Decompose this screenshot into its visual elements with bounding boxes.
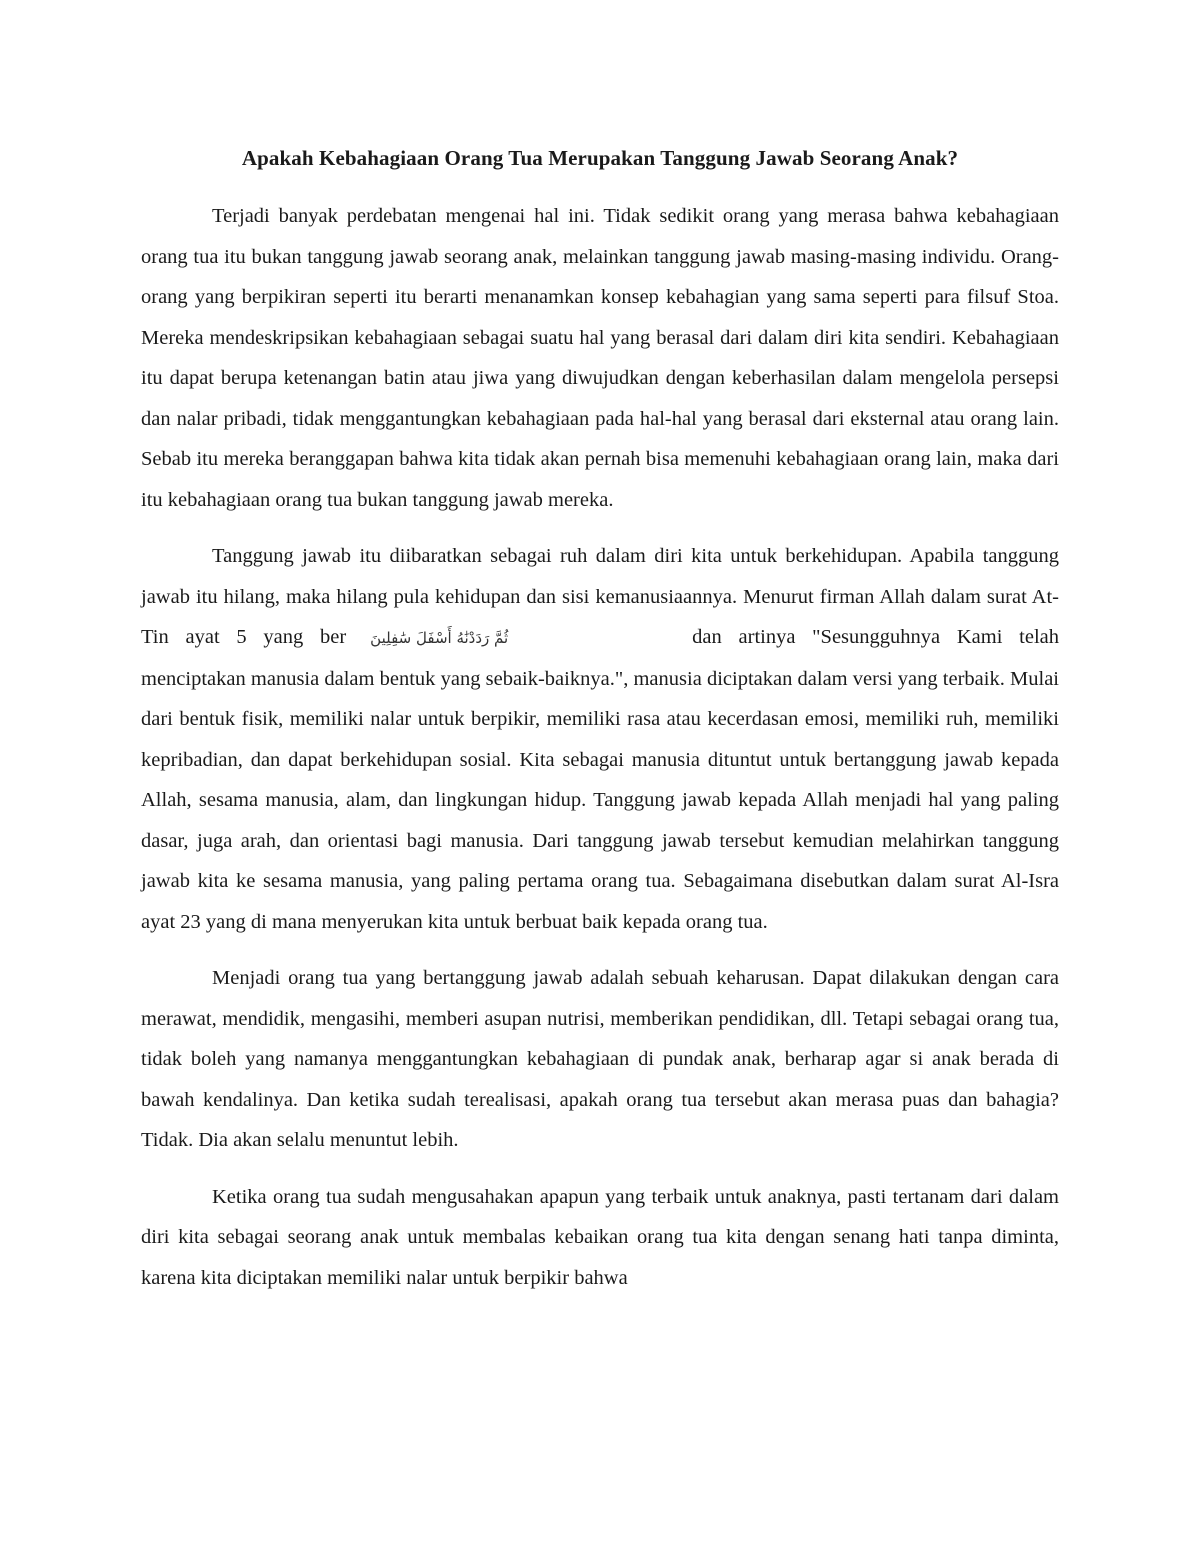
paragraph-2 bbox=[141, 536, 1059, 942]
paragraph-2-text-before: Tanggung jawab itu diibaratkan sebagai ruh dalam diri kita untuk berkehidupan. Apabila tanggung jawab itu hilang, maka hilang pula kehidupan dan sisi kemanusiaannya. Menurut firman Allah dalam surat At-Tin ayat 5 yang ber bbox=[141, 545, 1059, 648]
paragraph-4: Ketika orang tua sudah mengusahakan apapun yang terbaik untuk anaknya, pasti tertanam dari dalam diri kita sebagai seorang anak untuk membalas kebaikan orang tua kita dengan senang hati tanpa diminta, karena kita diciptakan memiliki nalar untuk berpikir bahwa bbox=[141, 1185, 1059, 1289]
arabic-verse: ثُمَّ رَدَدْنَٰهُ أَسْفَلَ سَٰفِلِينَ bbox=[370, 629, 509, 647]
paragraph-2-text-after: dan artinya "Sesungguhnya Kami telah menciptakan manusia dalam bentuk yang sebaik-baiknya.", manusia diciptakan dalam versi yang terbaik. Mulai dari bentuk fisik, memiliki nalar untuk berpikir, memiliki rasa atau kecerdasan emosi, memiliki ruh, memiliki kepribadian, dan dapat berkehidupan sosial. Kita sebagai manusia dituntut untuk bertanggung jawab kepada Allah, sesama manusia, alam, dan lingkungan hidup. Tanggung jawab kepada Allah menjadi hal yang paling dasar, juga arah, dan orientasi bagi manusia. Dari tanggung jawab tersebut kemudian melahirkan tanggung jawab kita ke sesama manusia, yang paling pertama orang tua. Sebagaimana disebutkan dalam surat Al-Isra ayat 23 yang di mana menyerukan kita untuk berbuat baik kepada orang tua. bbox=[141, 626, 1060, 933]
paragraph-3: Menjadi orang tua yang bertanggung jawab adalah sebuah keharusan. Dapat dilakukan dengan cara merawat, mendidik, mengasihi, memberi asupan nutrisi, memberikan pendidikan, dll. Tetapi sebagai orang tua, tidak boleh yang namanya menggantungkan kebahagiaan di pundak anak, berharap agar si anak berada di bawah kendalinya. Dan ketika sudah terealisasi, apakah orang tua tersebut akan merasa puas dan bahagia? Tidak. Dia akan selalu menuntut lebih. bbox=[141, 967, 1059, 1151]
paragraph-1: Terjadi banyak perdebatan mengenai hal ini. Tidak sedikit orang yang merasa bahwa kebahagiaan orang tua itu bukan tanggung jawab seorang anak, melainkan tanggung jawab masing-masing individu. Orang-orang yang berpikiran seperti itu berarti menanamkan konsep kebahagian yang sama seperti para filsuf Stoa. Mereka mendeskripsikan kebahagiaan sebagai suatu hal yang berasal dari dalam diri kita sendiri. Kebahagiaan itu dapat berupa ketenangan batin atau jiwa yang diwujudkan dengan keberhasilan dalam mengelola persepsi dan nalar pribadi, tidak menggantungkan kebahagiaan pada hal-hal yang berasal dari eksternal atau orang lain. Sebab itu mereka beranggapan bahwa kita tidak akan pernah bisa memenuhi kebahagiaan orang lain, maka dari itu kebahagiaan orang tua bukan tanggung jawab mereka. bbox=[141, 205, 1059, 511]
document-body bbox=[141, 144, 1059, 1314]
document-title: Apakah Kebahagiaan Orang Tua Merupakan Tanggung Jawab Seorang Anak? bbox=[241, 146, 959, 170]
